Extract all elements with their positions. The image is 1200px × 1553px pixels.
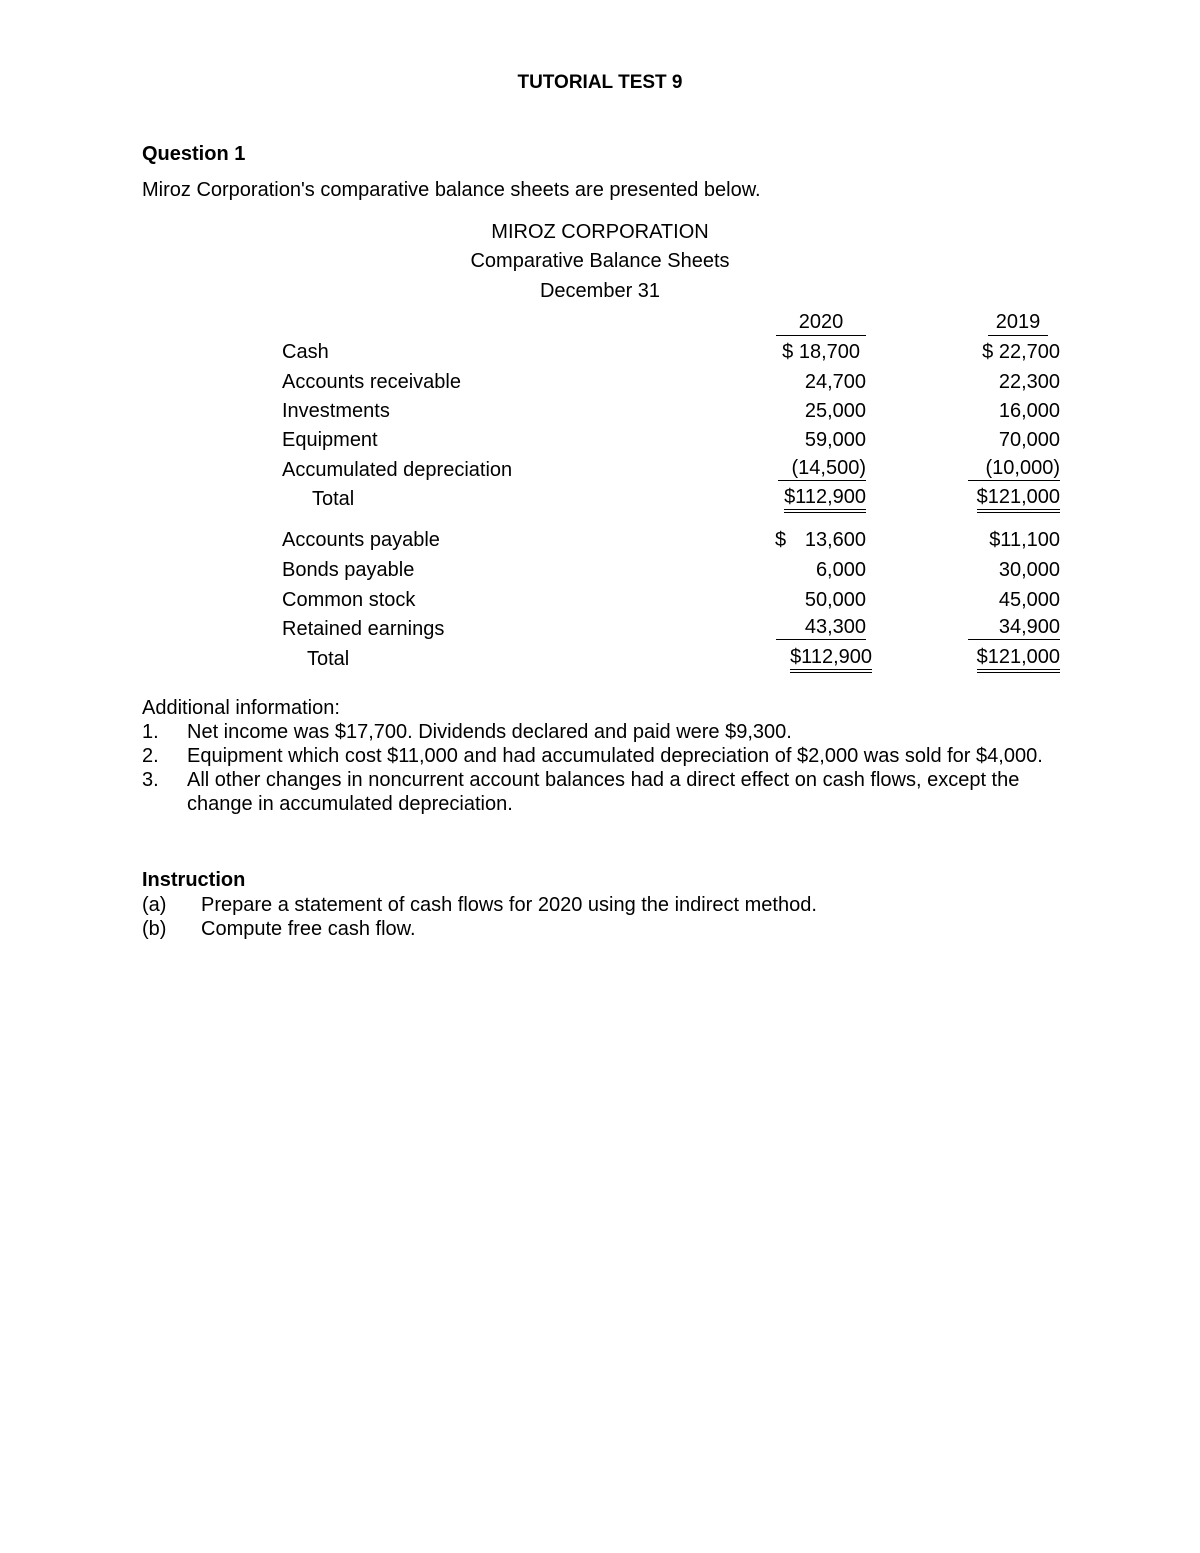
- value-2019: 34,900: [968, 615, 1060, 640]
- list-item: [142, 893, 817, 917]
- additional-info-heading: Additional information:: [142, 697, 340, 719]
- statement-date: December 31: [539, 280, 661, 302]
- value-2020: $ 18,700: [782, 341, 860, 363]
- list-item: [142, 720, 1062, 744]
- list-item-text: Prepare a statement of cash flows for 2020 using the indirect method.: [201, 894, 817, 916]
- list-item-number: (a): [142, 894, 167, 916]
- page-title: TUTORIAL TEST 9: [517, 72, 683, 93]
- row-label: Investments: [282, 400, 390, 422]
- value-2020: 59,000: [804, 429, 866, 451]
- list-item-number: 1.: [142, 721, 159, 743]
- row-label: Accounts payable: [282, 529, 440, 551]
- value-2020: 25,000: [804, 400, 866, 422]
- value-2019: 70,000: [998, 429, 1060, 451]
- row-label: Equipment: [282, 429, 378, 451]
- instruction-heading: Instruction: [142, 869, 246, 891]
- value-2020: 50,000: [804, 589, 866, 611]
- value-2020: 6,000: [815, 559, 866, 581]
- year-header-2019: 2019: [988, 309, 1048, 336]
- list-item-text: All other changes in noncurrent account balances had a direct effect on cash flows, except the change in accumulated depreciation.: [187, 769, 1020, 815]
- value-2019: $121,000: [977, 645, 1060, 673]
- list-item-number: (b): [142, 918, 167, 940]
- value-2019: $ 22,700: [982, 341, 1060, 363]
- table-row: [0, 426, 1200, 454]
- value-2019: 22,300: [998, 371, 1060, 393]
- table-row-total: [0, 485, 1200, 513]
- row-label: Accounts receivable: [282, 371, 461, 393]
- table-row: [0, 368, 1200, 396]
- value-2020: 24,700: [804, 371, 866, 393]
- table-row: [0, 615, 1200, 643]
- row-label: Common stock: [282, 589, 416, 611]
- value-2019: 16,000: [998, 400, 1060, 422]
- row-label: Bonds payable: [282, 559, 415, 581]
- instruction-list: [142, 893, 817, 941]
- question-intro: Miroz Corporation's comparative balance sheets are presented below.: [142, 179, 761, 201]
- row-label: Retained earnings: [282, 618, 445, 640]
- company-name: MIROZ CORPORATION: [491, 221, 709, 243]
- value-2020: (14,500): [778, 456, 866, 481]
- list-item-text: Compute free cash flow.: [201, 918, 416, 940]
- value-2020: 43,300: [776, 615, 866, 640]
- list-item: [142, 917, 817, 941]
- row-label: Cash: [282, 341, 329, 363]
- list-item-text: Net income was $17,700. Dividends declared and paid were $9,300.: [187, 721, 792, 743]
- value-2020: 13,600: [804, 529, 866, 551]
- value-2019: 45,000: [998, 589, 1060, 611]
- value-2019: (10,000): [968, 456, 1060, 481]
- value-2019: 30,000: [998, 559, 1060, 581]
- list-item-number: 3.: [142, 769, 159, 791]
- table-row: [0, 456, 1200, 484]
- table-row: [0, 556, 1200, 584]
- value-2020: $112,900: [784, 485, 866, 513]
- table-row: [0, 397, 1200, 425]
- table-row-total: [0, 645, 1200, 673]
- value-2019: $11,100: [989, 529, 1060, 551]
- dollar-sign: $: [775, 529, 787, 551]
- list-item: [142, 768, 1062, 816]
- statement-name: Comparative Balance Sheets: [470, 250, 730, 272]
- value-2019: $121,000: [977, 485, 1060, 513]
- table-row: [0, 526, 1200, 554]
- table-row: [0, 338, 1200, 366]
- list-item: [142, 744, 1062, 768]
- value-2020: $112,900: [790, 645, 872, 673]
- year-header-2020: 2020: [776, 309, 866, 336]
- list-item-number: 2.: [142, 745, 159, 767]
- list-item-text: Equipment which cost $11,000 and had accumulated depreciation of $2,000 was sold for $4,000.: [187, 745, 1043, 767]
- question-heading: Question 1: [142, 143, 246, 165]
- additional-info-list: [142, 720, 1062, 816]
- row-label: Total: [312, 488, 355, 510]
- row-label: Total: [307, 648, 350, 670]
- row-label: Accumulated depreciation: [282, 459, 513, 481]
- table-row: [0, 586, 1200, 614]
